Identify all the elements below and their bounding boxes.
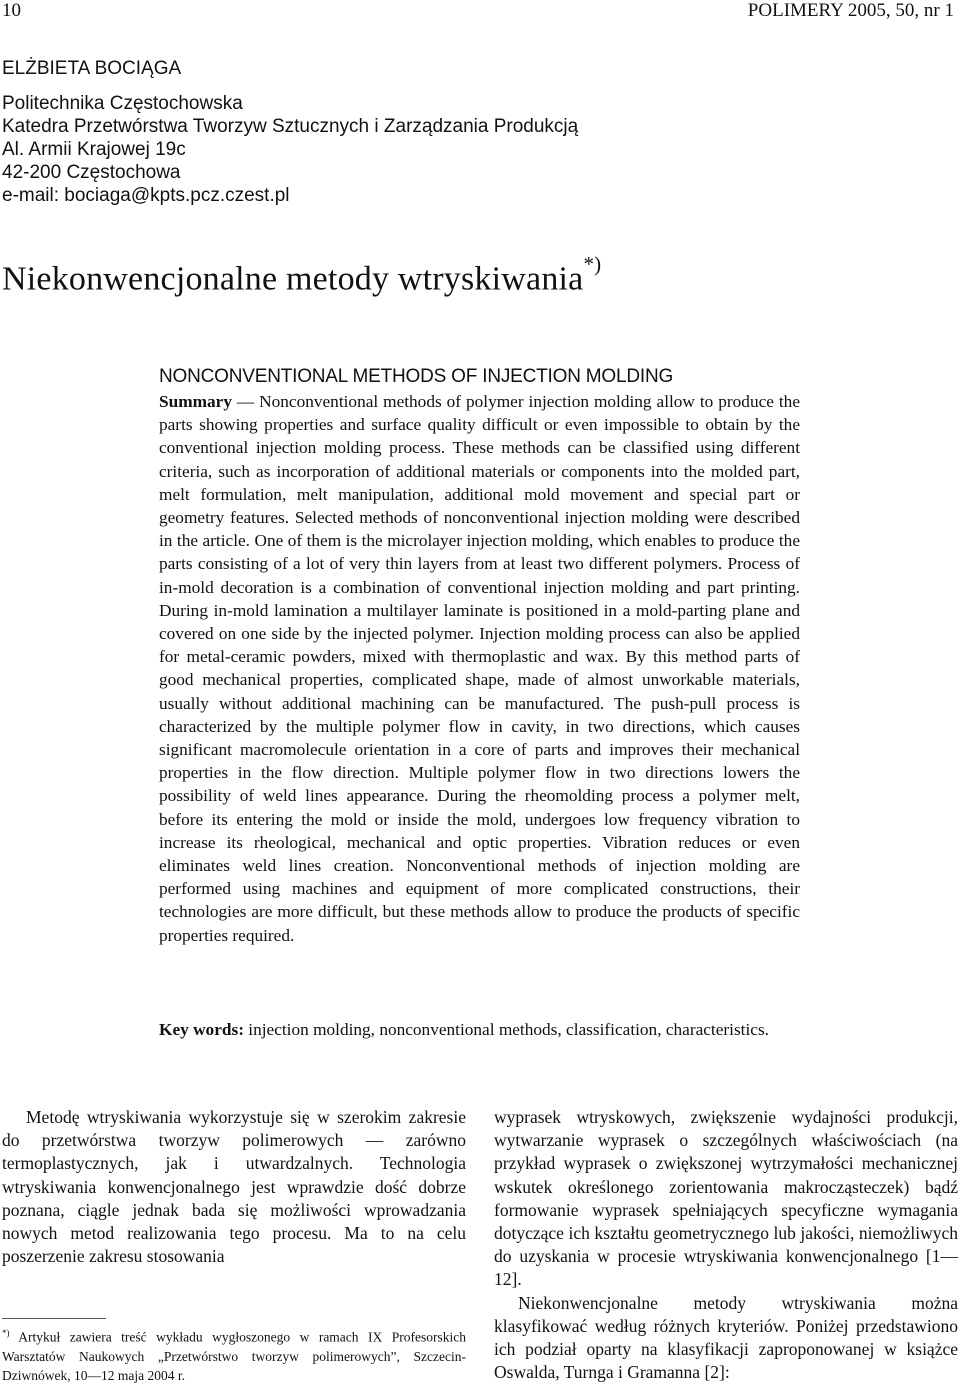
author-block: [2, 57, 578, 207]
keywords-text: injection molding, nonconventional methods, classification, characteristics.: [243, 1020, 769, 1039]
keywords: [159, 1018, 800, 1041]
summary-text: — Nonconventional methods of polymer injection molding allow to produce the parts showing properties and surface quality difficult or even impossible to obtain by the conventional injection molding process. These methods can be classified using different criteria, such as incorporation of additional materials or components into the molded part, melt formulation, melt manipulation, additional mold movement and special part or geometry features. Selected methods of nonconventional injection molding were described in the article. One of them is the microlayer injection molding, which enables to produce the parts consisting of a lot of very thin layers from at least two different polymers. Process of in-mold decoration is a combination of conventional injection molding and part printing. During in-mold lamination a multilayer laminate is positioned in a mold-parting plane and covered on one side by the injected polymer. Injection molding process can also be applied for metal-ceramic powders, mixed with thermoplastic and wax. By this method parts of good mechanical properties, complicated shape, made of almost unworkable materials, usually without additional machining can be manufactured. The push-pull process is characterized by the multiple polymer flow in cavity, in two directions, which causes significant macromolecule orientation in a core of parts and improves their mechanical properties in the flow direction. Multiple polymer flow in two directions lowers the possibility of weld lines appearance. During the rheomolding process a polymer melt, before its entering the mold or inside the mold, undergoes low frequency vibration to increase its rheological, mechanical and optic properties. Vibration reduces or even eliminates weld lines creation. Nonconventional methods of injection molding are performed using machines and equipment of more complicated constructions, their technologies are more difficult, but these methods allow to produce the products of specific properties required.: [159, 392, 800, 945]
author-name: ELŻBIETA BOCIĄGA: [2, 58, 182, 79]
body-right-paragraph-2: Niekonwencjonalne metody wtryskiwania można klasyfikować według różnych kryteriów. Poniżej przedstawiono ich podział oparty na klasyfikacji zaproponowanej w książce Oswalda, Turnga i Gramanna [2]:: [494, 1292, 958, 1383]
body-right-column: [494, 1106, 958, 1384]
article-title: [2, 252, 602, 298]
journal-reference: POLIMERY 2005, 50, nr 1: [747, 0, 954, 21]
summary-label: Summary: [159, 392, 232, 411]
running-header: [0, 0, 958, 24]
footnote-marker: *): [2, 1328, 10, 1338]
page-number: 10: [2, 0, 21, 21]
footnote: [2, 1324, 466, 1385]
body-right-paragraph-1: wyprasek wtryskowych, zwiększenie wydajności produkcji, wytwarzanie wyprasek o szczególnych właściwościach (na przykład wyprasek o zwiększonej wytrzymałości mechanicznej wskutek określonego zorientowania makrocząsteczek) bądź formowanie wyprasek spełniających specyficzne wymagania dotyczące ich kształtu geometrycznego lub jakości, niemożliwych do uzyskania w procesie wtryskiwania konwencjonalnego [1—12].: [494, 1107, 958, 1290]
address-street: Al. Armii Krajowej 19c: [2, 139, 186, 160]
title-footnote-marker: *): [583, 252, 602, 276]
footnote-divider: [2, 1318, 106, 1319]
abstract-summary: [159, 390, 800, 947]
affiliation-university: Politechnika Częstochowska: [2, 93, 243, 114]
affiliation-department: Katedra Przetwórstwa Tworzyw Sztucznych i Zarządzania Produkcją: [2, 116, 579, 137]
footnote-text: Artykuł zawiera treść wykładu wygłoszonego w ramach IX Profesorskich Warsztatów Naukowych „Przetwórstwo tworzyw polimerowych”, Szczecin-Dziwnówek, 10—12 maja 2004 r.: [2, 1329, 466, 1383]
english-title: NONCONVENTIONAL METHODS OF INJECTION MOLDING: [159, 366, 674, 387]
article-title-text: Niekonwencjonalne metody wtryskiwania: [2, 260, 584, 298]
address-city: 42-200 Częstochowa: [2, 162, 181, 183]
author-email: e-mail: bociaga@kpts.pcz.czest.pl: [2, 185, 290, 206]
body-left-paragraph: Metodę wtryskiwania wykorzystuje się w szerokim zakresie do przetwórstwa tworzyw polimerowych — zarówno termoplastycznych, jak i utwardzalnych. Technologia wtryskiwania konwencjonalnego jest wprawdzie dość dobrze poznana, ciągle jednak bada się możliwości wprowadzania nowych metod realizowania tego procesu. Ma to na celu poszerzenie zakresu stosowania: [2, 1107, 466, 1267]
keywords-label: Key words:: [159, 1020, 244, 1039]
